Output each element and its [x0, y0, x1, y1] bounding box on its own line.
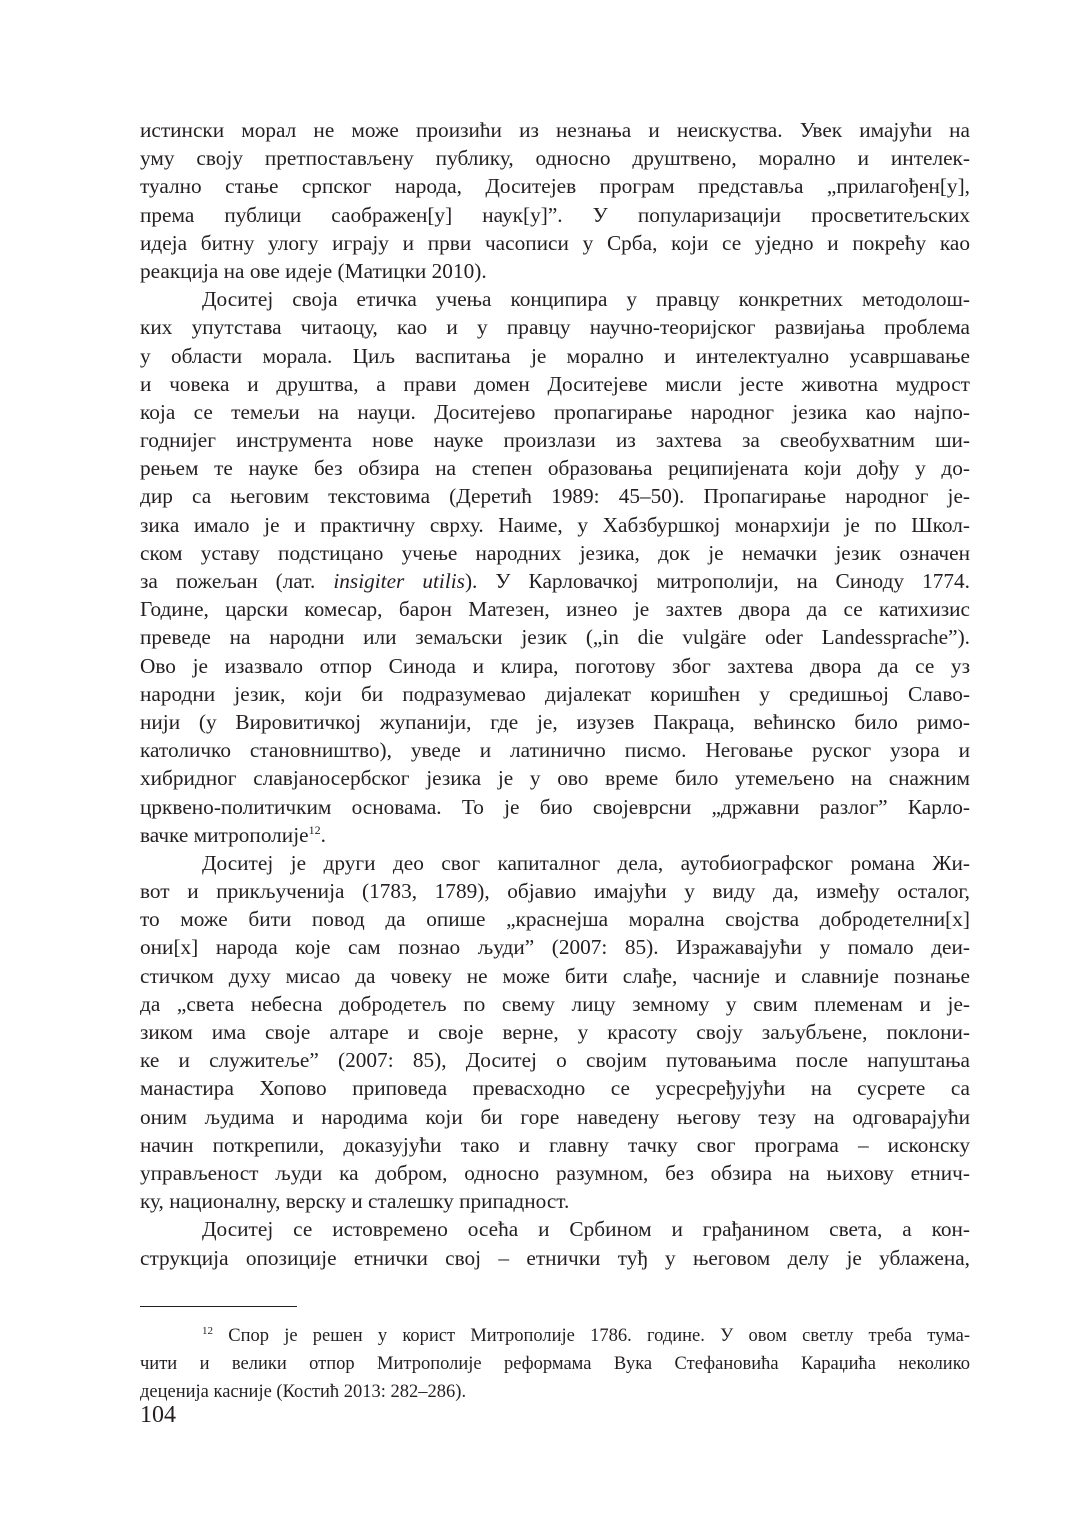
footnote-line: [140, 1350, 970, 1378]
footnote: [140, 1322, 970, 1406]
text-line: [140, 764, 970, 792]
text-segment: Доситеј се истовремено осећа и Србином и грађанином света, а кон-: [202, 1217, 970, 1242]
body-text: [140, 116, 970, 1272]
text-line: [140, 1074, 970, 1102]
text-line: [140, 1159, 970, 1187]
text-segment: ском уставу подстицано учење народних језика, док је немачки језик означен: [140, 540, 970, 565]
page-number: 104: [140, 1402, 176, 1428]
text-line: [140, 1018, 970, 1046]
text-segment: рењем те науке без обзира на степен образовања реципијената који дођу у до-: [140, 456, 970, 481]
text-segment: према публици саображен[у] наук[у]”. У популаризацији просветитељских: [140, 202, 970, 227]
text-segment: Године, царски комесар, барон Матезен, изнео је захтев двора да се катихизис: [140, 597, 970, 622]
text-line: [140, 342, 970, 370]
text-line: [140, 285, 970, 313]
text-segment: то може бити повод да опише „краснејша моралнa својства добродетелни[х]: [140, 907, 970, 932]
text-segment: нији (у Вировитичкој жупанији, где је, изузев Пакраца, већинско било римо-: [140, 709, 970, 734]
text-segment: да „света небесна добродетељ по свему лицу земному у свим племенам и је-: [140, 991, 970, 1016]
text-line: [140, 567, 970, 595]
text-segment: Доситеј своја етичка учења конципира у правцу конкретних методолош-: [202, 287, 970, 312]
text-line: [140, 680, 970, 708]
text-line: [140, 1187, 970, 1215]
text-segment: ку, националну, верску и сталешку припадност.: [140, 1189, 570, 1214]
text-segment: народни језик, који би подразумевао дијалекат коришћен у средишњој Славо-: [140, 681, 970, 706]
text-line: [140, 1131, 970, 1159]
text-segment: вот и прикљученија (1783, 1789), објавио имајући у виду да, између осталог,: [140, 879, 970, 904]
text-segment: струкција опозиције етнички свој – етнички туђ у његовом делу је ублажена,: [140, 1245, 970, 1270]
text-segment: управљеност људи ка добром, односно разумном, без обзира на њихову етнич-: [140, 1160, 970, 1185]
text-segment: и човека и друштва, а прави домен Доситејеве мисли јесте животна мудрост: [140, 371, 970, 396]
footnote-line: [140, 1378, 970, 1406]
text-segment: црквено-политичким основама. То је био својеврсни „државни разлог” Карло-: [140, 794, 970, 819]
footnote-marker: 12: [308, 822, 321, 837]
text-line: [140, 144, 970, 172]
text-line: [140, 736, 970, 764]
text-line: [140, 905, 970, 933]
text-line: [140, 595, 970, 623]
text-segment: .: [320, 822, 326, 847]
text-line: [140, 1215, 970, 1243]
text-line: [140, 511, 970, 539]
text-segment: стичком духу мисао да човеку не може бити слађе, часније и славније познање: [140, 963, 970, 988]
text-line: [140, 877, 970, 905]
text-segment: они[х] народа које сам познао људи” (2007: 85). Изражавајући у помало деи-: [140, 935, 970, 960]
text-segment: туално стање српског народа, Доситејев програм представља „прилагођен[у],: [140, 174, 970, 199]
footnote-separator: [140, 1306, 297, 1307]
text-segment: ких упутстава читаоцу, као и у правцу научно-теоријског развијања проблема: [140, 315, 970, 340]
text-line: [140, 426, 970, 454]
text-segment: хибридног славјаносербског језика је у ово време било утемељено на снажним: [140, 766, 970, 791]
text-line: [140, 849, 970, 877]
text-line: [140, 933, 970, 961]
text-line: [140, 990, 970, 1018]
text-segment: зиком има своје алтаре и своје верне, у красоту своју заљубљене, поклони-: [140, 1020, 970, 1044]
text-segment: Ово је изазвало отпор Синода и клира, поготову због захтева двора да се уз: [140, 653, 970, 678]
text-line: [140, 454, 970, 482]
text-line: [140, 1103, 970, 1131]
text-segment: вачке митрополије: [140, 822, 309, 847]
text-line: [140, 482, 970, 510]
text-segment: чити и велики отпор Митрополије реформама Вука Стефановића Караџића неколико: [140, 1354, 970, 1374]
text-line: [140, 1046, 970, 1074]
text-segment: Доситеј је други део свог капиталног дела, аутобиографског романа Жи-: [202, 850, 970, 875]
text-segment: годнијег инструмента нове науке произлази из захтева за свеобухватним ши-: [140, 428, 970, 453]
text-line: [140, 539, 970, 567]
text-segment: оним људима и народима који би горе наведену његову тезу на одговарајући: [140, 1104, 970, 1129]
text-line: [140, 116, 970, 144]
text-segment: католичко становништво), уведе и латинично писмо. Неговање руског узора и: [140, 738, 970, 763]
text-segment: идеја битну улогу играју и први часописи у Срба, који се уједно и покрећу као: [140, 230, 970, 255]
footnote-line: [140, 1322, 970, 1350]
text-line: [140, 257, 970, 285]
text-segment: дир са његовим текстовима (Деретић 1989: 45–50). Пропагирање народног је-: [140, 484, 970, 509]
text-line: [140, 398, 970, 426]
text-segment: за пожељан (лат.: [140, 569, 334, 593]
text-line: [140, 370, 970, 398]
text-segment: у области морала. Циљ васпитања је морално и интелектуално усавршавање: [140, 343, 970, 368]
text-segment: зика имало је и практичну сврху. Наиме, у Хабзбуршкој монархији је по Школ-: [140, 512, 970, 537]
text-line: [140, 793, 970, 821]
text-segment: ке и служитеље” (2007: 85), Доситеј о својим путовањима после напуштања: [140, 1048, 970, 1073]
text-segment: Спор је решен у корист Митрополије 1786. године. У овом светлу треба тума-: [213, 1326, 970, 1346]
text-segment: која се темељи на науци. Доситејево пропагирање народног језика као најпо-: [140, 399, 970, 424]
italic-text: insigiter utilis: [333, 569, 465, 593]
text-segment: истински морал не може произићи из незнања и неискуства. Увек имајући на: [140, 118, 970, 142]
text-segment: ). У Карловачкој митрополији, на Синоду 1774.: [464, 569, 970, 593]
text-line: [140, 623, 970, 651]
text-segment: преведе на народни или земаљски језик („in die vulgäre oder Landessprache”).: [140, 625, 970, 650]
text-segment: уму своју претпостављену публику, односно друштвено, морално и интелек-: [140, 146, 970, 171]
text-line: [140, 172, 970, 200]
text-line: [140, 201, 970, 229]
text-segment: реакција на ове идеје (Матицки 2010).: [140, 258, 487, 283]
text-line: [140, 962, 970, 990]
text-line: [140, 313, 970, 341]
text-line: [140, 652, 970, 680]
text-line: [140, 708, 970, 736]
text-segment: манастира Хопово приповеда превасходно се усресређујући на сусрете са: [140, 1076, 970, 1101]
footnote-marker: 12: [202, 1325, 213, 1337]
text-segment: деценија касније (Костић 2013: 282–286).: [140, 1382, 467, 1402]
text-line: [140, 1244, 970, 1272]
text-line: [140, 821, 970, 849]
text-line: [140, 229, 970, 257]
text-segment: начин поткрепили, доказујући тако и главну тачку свог програма – исконску: [140, 1132, 970, 1157]
